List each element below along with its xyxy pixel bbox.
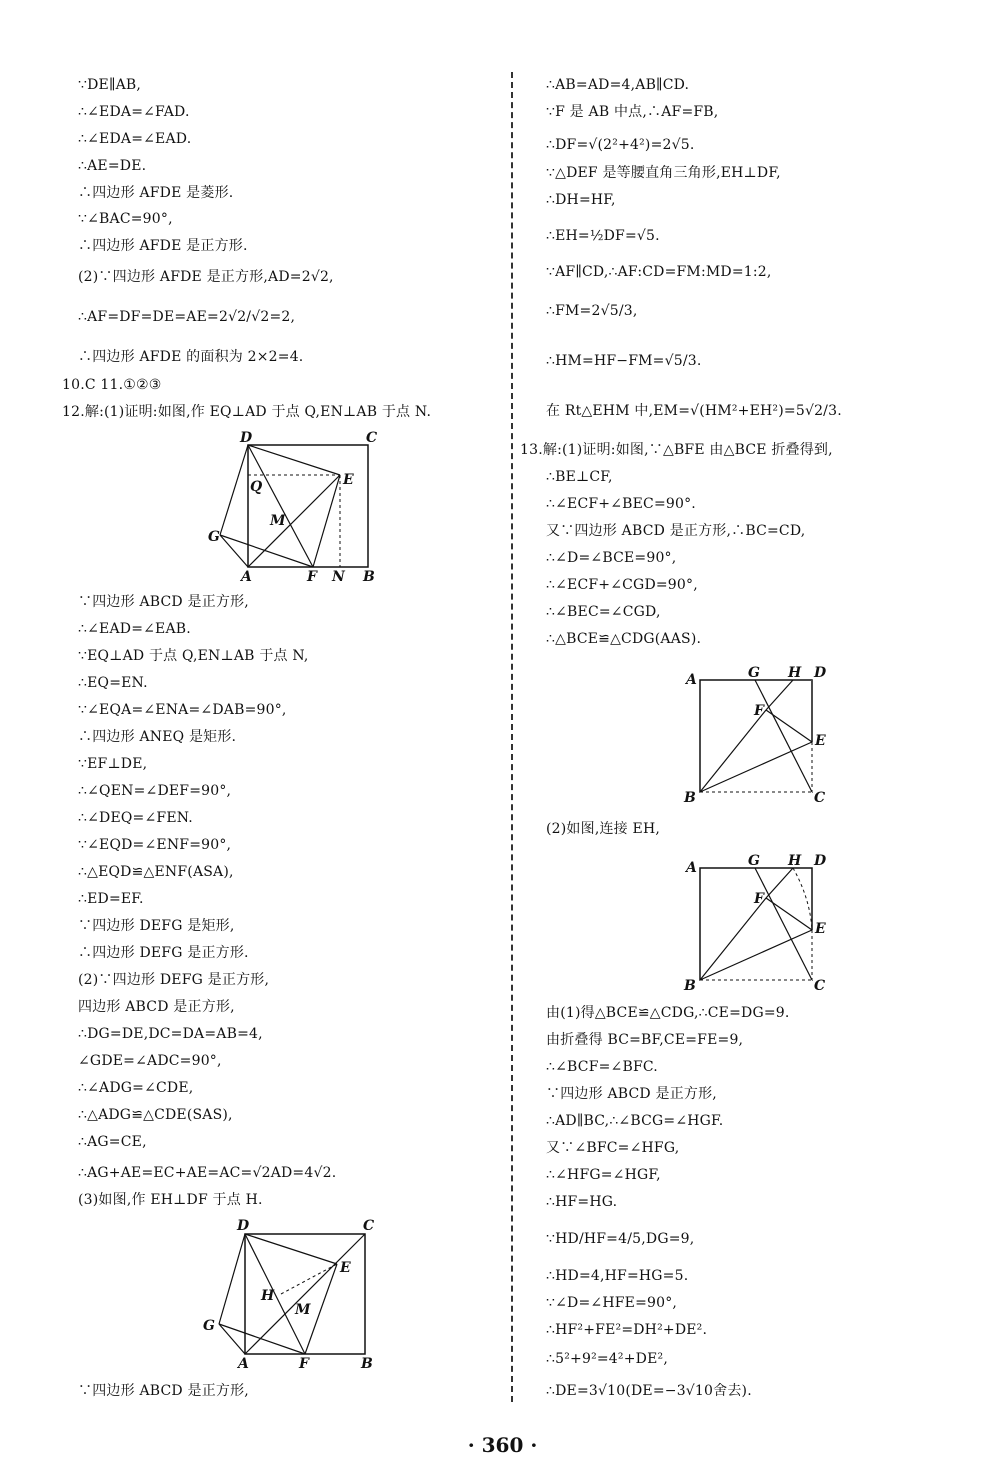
- text-line: ∴∠HFG=∠HGF,: [546, 1167, 661, 1183]
- figure-12-1: [200, 425, 390, 585]
- fig-label: C: [814, 978, 826, 994]
- text-line: ∴EH=½DF=√5.: [546, 228, 660, 244]
- text-line: ∴BE⊥CF,: [546, 469, 613, 485]
- text-line: ∵△DEF 是等腰直角三角形,EH⊥DF,: [546, 165, 781, 181]
- figure-13-2: [680, 848, 840, 998]
- fig-label: N: [332, 569, 345, 585]
- text-line: ∴∠EDA=∠FAD.: [78, 104, 190, 120]
- text-line: ∴DG=DE,DC=DA=AB=4,: [78, 1026, 263, 1042]
- fig-label: G: [208, 529, 220, 545]
- text-line: ∠GDE=∠ADC=90°,: [78, 1053, 222, 1069]
- text-line: ∴△BCE≌△CDG(AAS).: [546, 631, 702, 647]
- text-line: ∴HD=4,HF=HG=5.: [546, 1268, 689, 1284]
- fig-label: D: [237, 1218, 250, 1234]
- text-line: ∴HF=HG.: [546, 1194, 618, 1210]
- text-line: ∵DE∥AB,: [78, 77, 142, 93]
- fig-label: B: [363, 569, 375, 585]
- text-line: ∴∠EAD=∠EAB.: [78, 621, 191, 637]
- text-line: ∵HD/HF=4/5,DG=9,: [546, 1231, 695, 1247]
- text-line: 13.解:(1)证明:如图,∵△BFE 由△BCE 折叠得到,: [520, 442, 833, 458]
- text-line: ∴∠ECF+∠CGD=90°,: [546, 577, 698, 593]
- text-line: ∵∠D=∠HFE=90°,: [546, 1295, 678, 1311]
- text-line: 又∵四边形 ABCD 是正方形,∴BC=CD,: [546, 523, 806, 539]
- text-line: ∴DF=√(2²+4²)=2√5.: [546, 137, 695, 153]
- fig-label: H: [788, 665, 802, 681]
- text-line: ∴∠ADG=∠CDE,: [78, 1080, 194, 1096]
- figure-13-1: [680, 660, 840, 810]
- column-divider: [511, 72, 513, 1402]
- text-line: 又∵∠BFC=∠HFG,: [546, 1140, 680, 1156]
- text-line: ∴5²+9²=4²+DE²,: [546, 1351, 668, 1367]
- fig-label: C: [363, 1218, 375, 1234]
- fig-label: A: [241, 569, 252, 585]
- text-line: ∴DE=3√10(DE=−3√10舍去).: [546, 1383, 752, 1399]
- fig-label: E: [815, 733, 826, 749]
- text-line: ∵四边形 ABCD 是正方形,: [78, 594, 249, 610]
- text-line: ∴四边形 AFDE 的面积为 2×2=4.: [78, 349, 304, 365]
- fig-label: G: [748, 853, 760, 869]
- text-line: ∴ED=EF.: [78, 891, 144, 907]
- text-line: (2)如图,连接 EH,: [546, 821, 661, 837]
- fig-label: E: [815, 921, 826, 937]
- text-line: ∴四边形 AFDE 是菱形.: [78, 185, 234, 201]
- fig-label: B: [684, 978, 696, 994]
- text-line: 在 Rt△EHM 中,EM=√(HM²+EH²)=5√2/3.: [546, 403, 842, 419]
- text-line: ∵∠EQD=∠ENF=90°,: [78, 837, 232, 853]
- fig-label: E: [340, 1260, 351, 1276]
- text-line: (2)∵四边形 DEFG 是正方形,: [78, 972, 270, 988]
- text-line: ∵四边形 ABCD 是正方形,: [78, 1383, 249, 1399]
- text-line: 10.C 11.①②③: [62, 377, 162, 393]
- text-line: ∴△ADG≌△CDE(SAS),: [78, 1107, 233, 1123]
- fig-label: E: [343, 472, 354, 488]
- fig-label: D: [814, 665, 827, 681]
- text-line: ∴AB=AD=4,AB∥CD.: [546, 77, 690, 93]
- text-line: ∴∠DEQ=∠FEN.: [78, 810, 193, 826]
- text-line: ∴∠ECF+∠BEC=90°.: [546, 496, 696, 512]
- text-line: ∴∠BCF=∠BFC.: [546, 1059, 658, 1075]
- fig-label: D: [814, 853, 827, 869]
- fig-label: M: [270, 513, 286, 529]
- text-line: 由(1)得△BCE≌△CDG,∴CE=DG=9.: [546, 1005, 790, 1021]
- text-line: ∵∠EQA=∠ENA=∠DAB=90°,: [78, 702, 287, 718]
- fig-label: H: [261, 1288, 275, 1304]
- fig-label: B: [361, 1356, 373, 1372]
- text-line: ∴AD∥BC,∴∠BCG=∠HGF.: [546, 1113, 724, 1129]
- text-line: ∵EQ⊥AD 于点 Q,EN⊥AB 于点 N,: [78, 648, 309, 664]
- text-line: (3)如图,作 EH⊥DF 于点 H.: [78, 1192, 263, 1208]
- fig-label: F: [299, 1356, 309, 1372]
- text-line: ∴∠QEN=∠DEF=90°,: [78, 783, 232, 799]
- fig-label: G: [748, 665, 760, 681]
- text-line: ∴∠EDA=∠EAD.: [78, 131, 192, 147]
- text-line: ∴HF²+FE²=DH²+DE².: [546, 1322, 708, 1338]
- fig-label: C: [814, 790, 826, 806]
- text-line: ∴AG=CE,: [78, 1134, 147, 1150]
- text-line: ∴四边形 DEFG 是正方形.: [78, 945, 249, 961]
- text-line: ∴四边形 AFDE 是正方形.: [78, 238, 248, 254]
- fig-label: B: [684, 790, 696, 806]
- fig-label: F: [754, 891, 764, 907]
- fig-label: A: [686, 860, 697, 876]
- text-line: ∴四边形 ANEQ 是矩形.: [78, 729, 237, 745]
- text-line: ∴AF=DF=DE=AE=2√2/√2=2,: [78, 309, 296, 325]
- text-line: ∴DH=HF,: [546, 192, 616, 208]
- text-line: ∴FM=2√5/3,: [546, 303, 638, 319]
- text-line: ∴△EQD≌△ENF(ASA),: [78, 864, 234, 880]
- text-line: 四边形 ABCD 是正方形,: [78, 999, 235, 1015]
- text-line: 12.解:(1)证明:如图,作 EQ⊥AD 于点 Q,EN⊥AB 于点 N.: [62, 404, 432, 420]
- fig-label: Q: [250, 479, 263, 495]
- page-number: · 360 ·: [467, 1433, 538, 1457]
- text-line: ∵F 是 AB 中点,∴AF=FB,: [546, 104, 719, 120]
- text-line: ∴EQ=EN.: [78, 675, 148, 691]
- text-line: ∵四边形 ABCD 是正方形,: [546, 1086, 717, 1102]
- text-line: ∴AE=DE.: [78, 158, 147, 174]
- text-line: ∴∠BEC=∠CGD,: [546, 604, 661, 620]
- text-line: ∴HM=HF−FM=√5/3.: [546, 353, 702, 369]
- text-line: ∵AF∥CD,∴AF:CD=FM:MD=1:2,: [546, 264, 772, 280]
- text-line: ∵∠BAC=90°,: [78, 211, 173, 227]
- text-line: ∵EF⊥DE,: [78, 756, 148, 772]
- text-line: ∵四边形 DEFG 是矩形,: [78, 918, 235, 934]
- figure-12-3: [195, 1212, 390, 1372]
- fig-label: M: [295, 1302, 311, 1318]
- text-line: (2)∵四边形 AFDE 是正方形,AD=2√2,: [78, 269, 334, 285]
- fig-label: G: [203, 1318, 215, 1334]
- fig-label: A: [238, 1356, 249, 1372]
- fig-label: H: [788, 853, 802, 869]
- fig-label: D: [240, 430, 253, 446]
- fig-label: F: [307, 569, 317, 585]
- text-line: ∴∠D=∠BCE=90°,: [546, 550, 677, 566]
- fig-label: A: [686, 672, 697, 688]
- text-line: ∴AG+AE=EC+AE=AC=√2AD=4√2.: [78, 1165, 337, 1181]
- text-line: 由折叠得 BC=BF,CE=FE=9,: [546, 1032, 744, 1048]
- fig-label: C: [366, 430, 378, 446]
- fig-label: F: [754, 703, 764, 719]
